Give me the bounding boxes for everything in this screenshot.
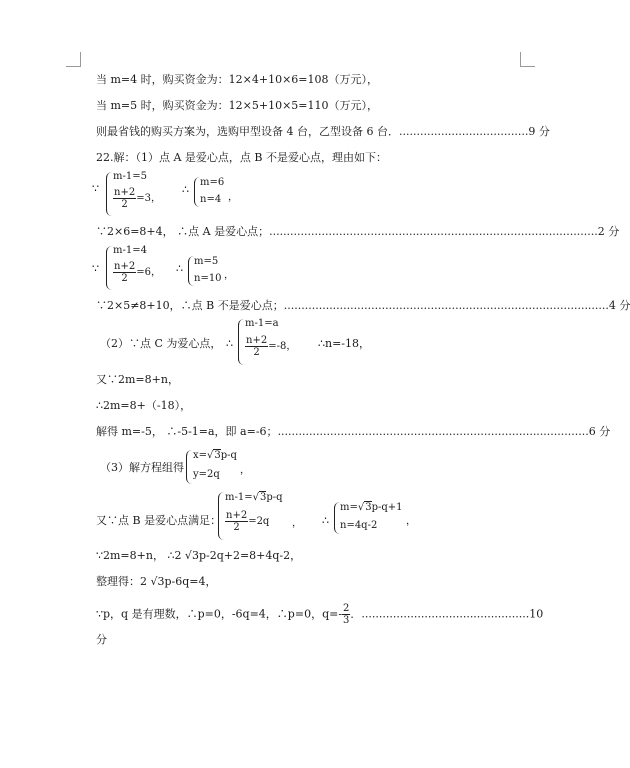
text-point-b-satisfies: 又∵点 B 是爱心点满足： bbox=[96, 514, 222, 527]
text-line-given-relation: 又∵2m=8+n， bbox=[96, 373, 179, 386]
fraction-rhs: =2q bbox=[248, 516, 270, 527]
text-line-substitution: ∴2m=8+（-18）， bbox=[96, 399, 192, 412]
text-line-point-b-check bbox=[96, 299, 630, 313]
therefore-symbol-2: ∵ bbox=[92, 262, 99, 275]
solution-5-m: m=√3p-q+1 bbox=[340, 502, 403, 513]
text-line-point-a-check bbox=[96, 225, 619, 239]
text-line-q22-intro: 22.解：（1）点 A 是爱心点，点 B 不是爱心点，理由如下： bbox=[96, 151, 388, 164]
system-5-eq-b bbox=[225, 510, 269, 533]
text-line-cheapest-plan bbox=[96, 125, 550, 139]
eq-suffix: p-q bbox=[220, 450, 237, 461]
eq-prefix: m= bbox=[340, 502, 358, 513]
solution-5-n: n=4q-2 bbox=[340, 520, 378, 531]
sqrt-radicand: 3 bbox=[365, 502, 372, 513]
text-part-3-intro: （3）解方程组得 bbox=[100, 461, 184, 474]
score-2: ..............................................................................................2 分 bbox=[269, 225, 620, 238]
fraction-denominator: 2 bbox=[253, 347, 260, 358]
brace-system-1 bbox=[106, 172, 112, 216]
fraction-numerator: 2 bbox=[343, 603, 350, 614]
eq-prefix: m-1= bbox=[225, 492, 253, 503]
page-corner-mark-top-left bbox=[66, 52, 81, 67]
solution-2-n: n=10 bbox=[194, 273, 222, 284]
system-4-end: ， bbox=[240, 465, 250, 476]
point-a-text: ∵2×6=8+4， ∴点 A 是爱心点； bbox=[96, 225, 270, 238]
solve-text: 解得 m=-5， ∴-5-1=a，即 a=-6； bbox=[96, 425, 278, 438]
system-2-eq-b bbox=[113, 261, 161, 284]
solution-1-end: ， bbox=[228, 192, 238, 203]
sqrt-radicand: 3 bbox=[214, 450, 221, 461]
fraction-numerator: n+2 bbox=[246, 335, 268, 346]
separator: ， bbox=[150, 267, 161, 278]
therefore-symbol-1: ∵ bbox=[92, 182, 99, 195]
sqrt-radicand: 3 bbox=[259, 492, 267, 503]
score-9: .....................................9 分 bbox=[398, 125, 550, 138]
fraction-rhs: =3 bbox=[136, 193, 151, 204]
system-2-eq-a: m-1=4 bbox=[113, 245, 147, 256]
system-4-eq-y: y=2q bbox=[193, 469, 220, 480]
solution-5-end: ， bbox=[406, 516, 416, 527]
therefore-symbol-5: ∴ bbox=[322, 514, 329, 527]
text-n-result: ∴n=-18， bbox=[318, 337, 371, 350]
system-5-eq-a: m-1=√3p-q bbox=[225, 492, 283, 503]
fraction-numerator: n+2 bbox=[114, 187, 136, 198]
text-line-purchase-m4: 当 m=4 时，购买资金为：12×4+10×6=108（万元）， bbox=[96, 73, 378, 86]
text-line-solve-m-a bbox=[96, 425, 610, 439]
score-4: .............................................................................................4 分 bbox=[283, 299, 630, 312]
text-line-purchase-m5: 当 m=5 时，购买资金为：12×5+10×5=110（万元）， bbox=[96, 99, 378, 112]
text-line-simplified: 整理得：2 √3p-6q=4， bbox=[96, 575, 217, 588]
text-part-2-intro: （2）∵点 C 为爱心点， bbox=[100, 337, 222, 350]
separator: ， bbox=[150, 193, 161, 204]
brace-system-5 bbox=[218, 492, 224, 540]
system-1-eq-a: m-1=5 bbox=[113, 171, 147, 182]
fraction-denominator: 2 bbox=[121, 199, 128, 210]
solution-1-m: m=6 bbox=[200, 177, 225, 188]
solution-2-m: m=5 bbox=[194, 256, 219, 267]
system-1-eq-b bbox=[113, 187, 161, 210]
system-3-eq-b bbox=[245, 335, 296, 358]
eq-suffix: p-q bbox=[266, 492, 283, 503]
brace-system-2 bbox=[106, 246, 112, 290]
solution-2-end: ， bbox=[224, 270, 234, 281]
system-5-sep: ， bbox=[292, 518, 302, 529]
page-corner-mark-top-right bbox=[520, 52, 535, 67]
therefore-symbol-1b: ∴ bbox=[182, 183, 189, 196]
fraction bbox=[225, 510, 248, 533]
brace-system-3 bbox=[238, 319, 244, 365]
fraction bbox=[113, 261, 136, 284]
fraction bbox=[245, 335, 268, 358]
system-3-eq-a: m-1=a bbox=[245, 318, 279, 329]
fraction-rhs: =-8 bbox=[268, 341, 287, 352]
score-6: .........................................................................................6 分 bbox=[277, 425, 611, 438]
conclusion-text: ∵p，q 是有理数，∴p=0，-6q=4，∴p=0，q=- bbox=[96, 607, 343, 621]
brace-system-4 bbox=[186, 450, 192, 484]
text-line-substitute-relation: ∵2m=8+n， ∴2 √3p-2q+2=8+4q-2， bbox=[96, 549, 302, 562]
point-b-text: ∵2×5≠8+10，∴点 B 不是爱心点； bbox=[96, 299, 284, 312]
fraction-denominator: 3 bbox=[343, 615, 350, 626]
separator: ， bbox=[286, 341, 297, 352]
therefore-symbol-3: ∴ bbox=[226, 337, 233, 350]
therefore-symbol-2b: ∴ bbox=[176, 262, 183, 275]
fraction bbox=[113, 187, 136, 210]
fraction-denominator: 2 bbox=[233, 522, 240, 533]
text-line-score-unit: 分 bbox=[96, 633, 107, 646]
eq-suffix: p-q+1 bbox=[371, 502, 403, 513]
plan-text: 则最省钱的购买方案为，选购甲型设备 4 台，乙型设备 6 台． bbox=[96, 125, 399, 138]
text-line-rational-conclusion bbox=[96, 603, 543, 626]
fraction-numerator: n+2 bbox=[114, 261, 136, 272]
fraction-rhs: =6 bbox=[136, 267, 151, 278]
solution-1-n: n=4 bbox=[200, 194, 222, 205]
fraction-denominator: 2 bbox=[121, 273, 128, 284]
system-4-eq-x: x=√3p-q bbox=[193, 450, 237, 461]
score-10: ．................................................10 bbox=[350, 607, 544, 621]
fraction-numerator: n+2 bbox=[226, 510, 248, 521]
eq-prefix: x= bbox=[193, 450, 208, 461]
